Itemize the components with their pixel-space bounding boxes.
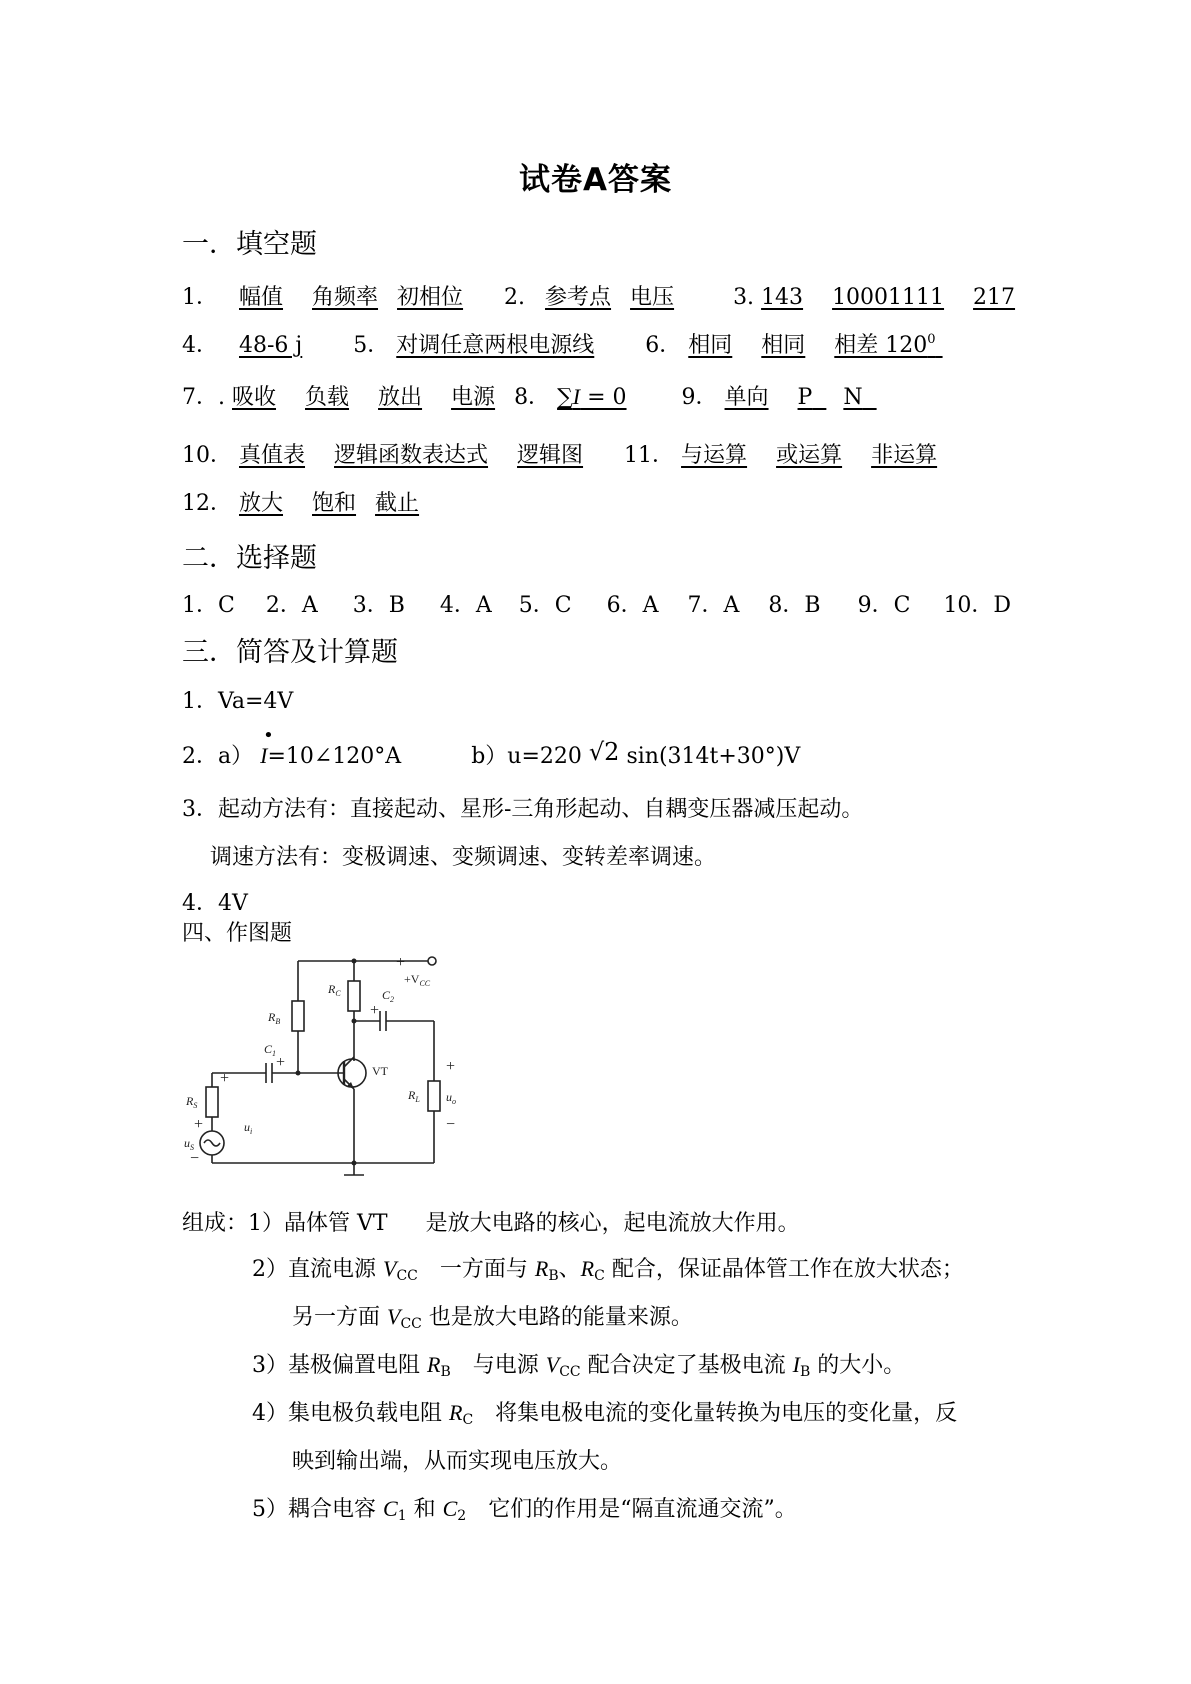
composition-item-5: 5）耦合电容 $C_1$ 和 $C_2$ 它们的作用是“隔直流通交流”。 (252, 1496, 797, 1524)
phasor-dot: • (263, 725, 274, 746)
fill-row-3 (182, 380, 877, 411)
q6-answer-2: 相同 (761, 333, 806, 358)
input-plus-sign: + (220, 1070, 230, 1087)
vcc-label: $+V_{CC}$ (404, 972, 431, 988)
output-plus-sign: + (446, 1058, 456, 1075)
q9-answer-2: P (797, 385, 813, 410)
choice-answer: 10．D (943, 593, 1012, 618)
choice-answer: 8．B (768, 593, 821, 618)
source-minus-sign: − (190, 1150, 200, 1167)
q6-answer-1: 相同 (688, 333, 733, 358)
output-minus-sign: − (446, 1116, 456, 1133)
q12-answer-3: 截止 (375, 491, 420, 516)
q11-answer-2: 或运算 (776, 443, 843, 468)
fill-row-2 (182, 328, 943, 359)
rs-label: $R_S$ (186, 1094, 198, 1110)
a2-phasor-value: =10∠120°A (267, 744, 402, 769)
q4-answer: 48-6 j (239, 333, 303, 358)
q10-answer-3: 逻辑图 (517, 443, 584, 468)
q3-answer-3: 217 (973, 285, 1016, 310)
q10-answer-2: 逻辑函数表达式 (334, 443, 489, 468)
short-answer-2 (182, 725, 801, 770)
section-drawing-heading: 四、作图题 (182, 921, 293, 946)
composition-item-2: 2）直流电源 $V_{CC}$ 一方面与 $R_B$、$R_C$ 配合，保证晶体管工作在放大状态； (252, 1256, 964, 1284)
q1-answer-1: 幅值 (239, 285, 284, 310)
c2-label: $C_2$ (382, 988, 395, 1004)
q9-number: 9． (681, 385, 718, 410)
q7-answer-1: 吸收 (232, 385, 277, 410)
rb-label: $R_B$ (268, 1010, 281, 1026)
c1-plus-sign: + (276, 1054, 286, 1071)
composition-item-3: 3）基极偏置电阻 $R_B$ 与电源 $V_{CC}$ 配合决定了基极电流 $I_B$ 的大小。 (252, 1352, 906, 1380)
short-answer-3-start: 3．起动方法有：直接起动、星形-三角形起动、自耦变压器减压起动。 (182, 797, 864, 822)
us-label: $u_S$ (184, 1136, 194, 1152)
rc-resistor (348, 981, 360, 1011)
q7-answer-2: 负载 (305, 385, 350, 410)
q10-number: 10． (182, 443, 232, 468)
fill-row-1 (182, 280, 1015, 311)
choice-answers-row (182, 588, 1011, 619)
a2-phasor-i: • I (260, 725, 274, 768)
q4-number: 4． (182, 333, 218, 358)
q9-answer-3: N (843, 385, 863, 410)
section-choice-heading: 二．选择题 (182, 543, 317, 574)
q11-number: 11． (624, 443, 675, 468)
q11-answer-1: 与运算 (681, 443, 748, 468)
q12-answer-2: 饱和 (312, 491, 357, 516)
composition-item-2-cont: 另一方面 $V_{CC}$ 也是放大电路的能量来源。 (292, 1304, 693, 1332)
uo-label: $u_o$ (446, 1090, 456, 1106)
q6-number: 6． (645, 333, 682, 358)
q7-number: 7．. (182, 385, 225, 410)
choice-answer: 1．C (182, 593, 235, 618)
choice-answer: 5．C (518, 593, 572, 618)
q2-answer-1: 参考点 (545, 285, 612, 310)
q3-answer-2: 10001111 (832, 285, 945, 310)
vcc-terminal (428, 957, 436, 965)
ui-label: $u_i$ (244, 1120, 253, 1136)
vcc-plus-sign: + (396, 954, 406, 971)
q1-answer-2: 角频率 (312, 285, 379, 310)
q1-number: 1． (182, 285, 218, 310)
q6-answer-3: 相差 $120^0$ (834, 332, 936, 358)
choice-answer: 3．B (352, 593, 405, 618)
choice-answer: 4．A (439, 593, 492, 618)
c2-plus-sign: + (370, 1002, 380, 1019)
composition-item-4: 4）集电极负载电阻 $R_C$ 将集电极电流的变化量转换为电压的变化量，反 (252, 1400, 958, 1428)
q12-answer-1: 放大 (239, 491, 284, 516)
choice-answer: 2．A (265, 593, 318, 618)
fill-row-5 (182, 486, 419, 517)
a2-b-label: b）u=220 (471, 744, 582, 769)
q11-answer-3: 非运算 (871, 443, 938, 468)
q7-answer-3: 放出 (378, 385, 423, 410)
short-answer-1: 1．Va=4V (182, 689, 294, 714)
q5-number: 5． (353, 333, 390, 358)
rb-resistor (292, 1001, 304, 1031)
sqrt-symbol: √2 (588, 738, 620, 766)
q2-number: 2. (504, 285, 533, 310)
section-short-heading: 三．简答及计算题 (182, 637, 398, 668)
composition-item-4-cont: 映到输出端，从而实现电压放大。 (292, 1449, 623, 1474)
q3-number: 3. (733, 285, 755, 310)
rl-resistor (428, 1081, 440, 1111)
vt-label: VT (372, 1064, 388, 1078)
choice-answer: 9．C (857, 593, 911, 618)
q10-answer-1: 真值表 (239, 443, 306, 468)
q2-answer-2: 电压 (630, 285, 675, 310)
q12-number: 12． (182, 491, 232, 516)
page-title: 试卷A答案 (519, 162, 672, 198)
rs-resistor (206, 1087, 218, 1117)
rc-label: $R_C$ (328, 982, 341, 998)
choice-answer: 6．A (606, 593, 659, 618)
rl-label: $R_L$ (408, 1088, 420, 1104)
choice-answer: 7．A (687, 593, 740, 618)
source-plus-sign: + (194, 1116, 204, 1133)
q7-answer-4: 电源 (451, 385, 496, 410)
q9-answer-1: 单向 (724, 385, 769, 410)
c1-label: $C_1$ (264, 1042, 277, 1058)
short-answer-4: 4．4V (182, 891, 248, 916)
short-answer-3-speed: 调速方法有：变极调速、变频调速、变转差率调速。 (210, 845, 717, 870)
q3-answer-1: 143 (761, 285, 804, 310)
composition-lead: 组成： (182, 1211, 249, 1236)
amplifier-circuit-diagram (182, 953, 472, 1185)
q8-answer: ∑I = 0 (557, 384, 627, 410)
section-fill-heading: 一．填空题 (182, 229, 317, 260)
q5-answer: 对调任意两根电源线 (396, 333, 595, 358)
composition-item-1: 组成：1）晶体管 VT 是放大电路的核心，起电流放大作用。 (182, 1211, 800, 1236)
a2-sine-term: sin(314t+30°)V (626, 744, 801, 769)
q8-number: 8． (514, 385, 551, 410)
q1-answer-3: 初相位 (397, 285, 464, 310)
fill-row-4 (182, 438, 937, 469)
a2-number: 2．a） (182, 744, 254, 769)
